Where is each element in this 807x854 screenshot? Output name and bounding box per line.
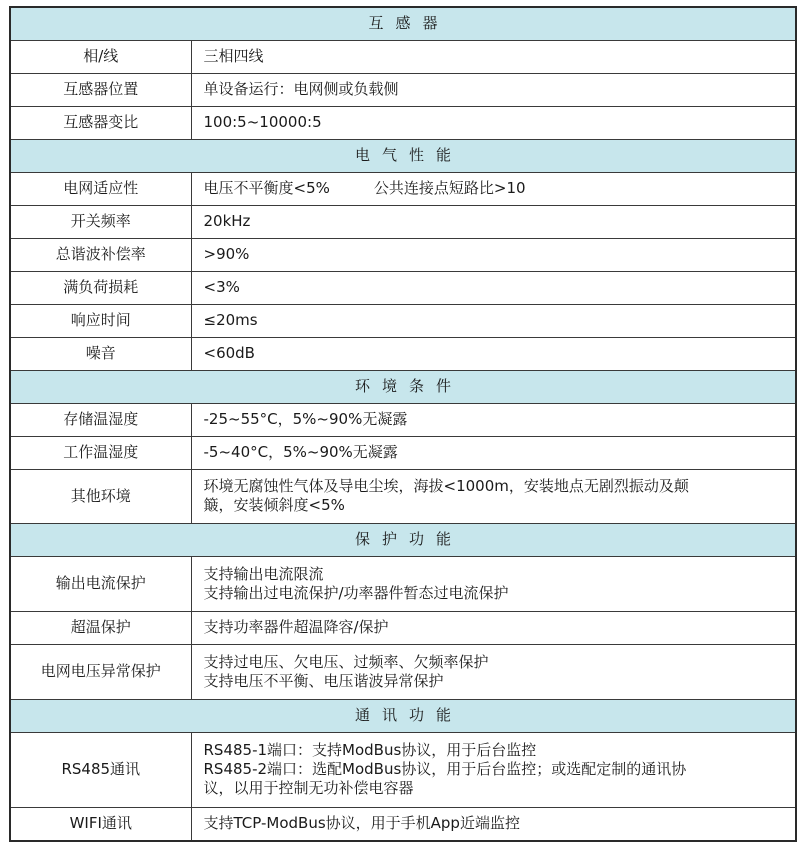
table-row [10, 469, 796, 523]
row-label: 超温保护 [10, 611, 191, 644]
row-label: 互感器位置 [10, 73, 191, 106]
table-row [10, 271, 796, 304]
table-row [10, 73, 796, 106]
section-header-row [10, 139, 796, 172]
row-label: 电网电压异常保护 [10, 644, 191, 699]
row-label: 输出电流保护 [10, 556, 191, 611]
row-label: 相/线 [10, 40, 191, 73]
table-row [10, 238, 796, 271]
section-title-protection: 保护功能 [10, 523, 796, 556]
section-title-transformer: 互感器 [10, 7, 796, 40]
row-value: -5~40°C，5%~90%无凝露 [191, 436, 796, 469]
section-title-environment: 环境条件 [10, 370, 796, 403]
table-row [10, 556, 796, 611]
row-label: 满负荷损耗 [10, 271, 191, 304]
row-value: <3% [191, 271, 796, 304]
table-row [10, 644, 796, 699]
row-label: WIFI通讯 [10, 807, 191, 841]
row-value: >90% [191, 238, 796, 271]
table-row [10, 436, 796, 469]
table-row [10, 403, 796, 436]
row-value: 支持输出电流限流 支持输出过电流保护/功率器件暂态过电流保护 [191, 556, 796, 611]
row-value: 支持TCP-ModBus协议，用于手机App近端监控 [191, 807, 796, 841]
row-label: 响应时间 [10, 304, 191, 337]
row-value: 电压不平衡度<5% 公共连接点短路比>10 [191, 172, 796, 205]
table-row [10, 611, 796, 644]
row-value: 环境无腐蚀性气体及导电尘埃，海拔<1000m，安装地点无剧烈振动及颠 簸，安装倾斜度<5% [191, 469, 796, 523]
table-row [10, 732, 796, 807]
row-value: 20kHz [191, 205, 796, 238]
row-label: 工作温湿度 [10, 436, 191, 469]
table-row [10, 106, 796, 139]
row-value: -25~55°C，5%~90%无凝露 [191, 403, 796, 436]
section-title-electrical: 电气性能 [10, 139, 796, 172]
row-value: 100:5~10000:5 [191, 106, 796, 139]
row-label: RS485通讯 [10, 732, 191, 807]
row-value: RS485-1端口：支持ModBus协议，用于后台监控 RS485-2端口：选配ModBus协议，用于后台监控；或选配定制的通讯协 议，以用于控制无功补偿电容器 [191, 732, 796, 807]
section-header-row [10, 370, 796, 403]
table-row [10, 337, 796, 370]
table-row [10, 807, 796, 841]
row-label: 存储温湿度 [10, 403, 191, 436]
row-label: 其他环境 [10, 469, 191, 523]
row-value: ≤20ms [191, 304, 796, 337]
row-label: 总谐波补偿率 [10, 238, 191, 271]
table-row [10, 172, 796, 205]
section-title-communication: 通讯功能 [10, 699, 796, 732]
row-label: 电网适应性 [10, 172, 191, 205]
row-label: 互感器变比 [10, 106, 191, 139]
row-value: 三相四线 [191, 40, 796, 73]
row-value: 支持过电压、欠电压、过频率、欠频率保护 支持电压不平衡、电压谐波异常保护 [191, 644, 796, 699]
row-value: <60dB [191, 337, 796, 370]
row-value: 单设备运行：电网侧或负载侧 [191, 73, 796, 106]
row-value-extra: 公共连接点短路比>10 [373, 179, 526, 197]
row-label: 噪音 [10, 337, 191, 370]
row-value: 支持功率器件超温降容/保护 [191, 611, 796, 644]
spec-table [9, 6, 797, 842]
table-row [10, 304, 796, 337]
table-row [10, 205, 796, 238]
row-label: 开关频率 [10, 205, 191, 238]
section-header-row [10, 523, 796, 556]
section-header-row [10, 699, 796, 732]
table-row [10, 40, 796, 73]
section-header-row [10, 7, 796, 40]
